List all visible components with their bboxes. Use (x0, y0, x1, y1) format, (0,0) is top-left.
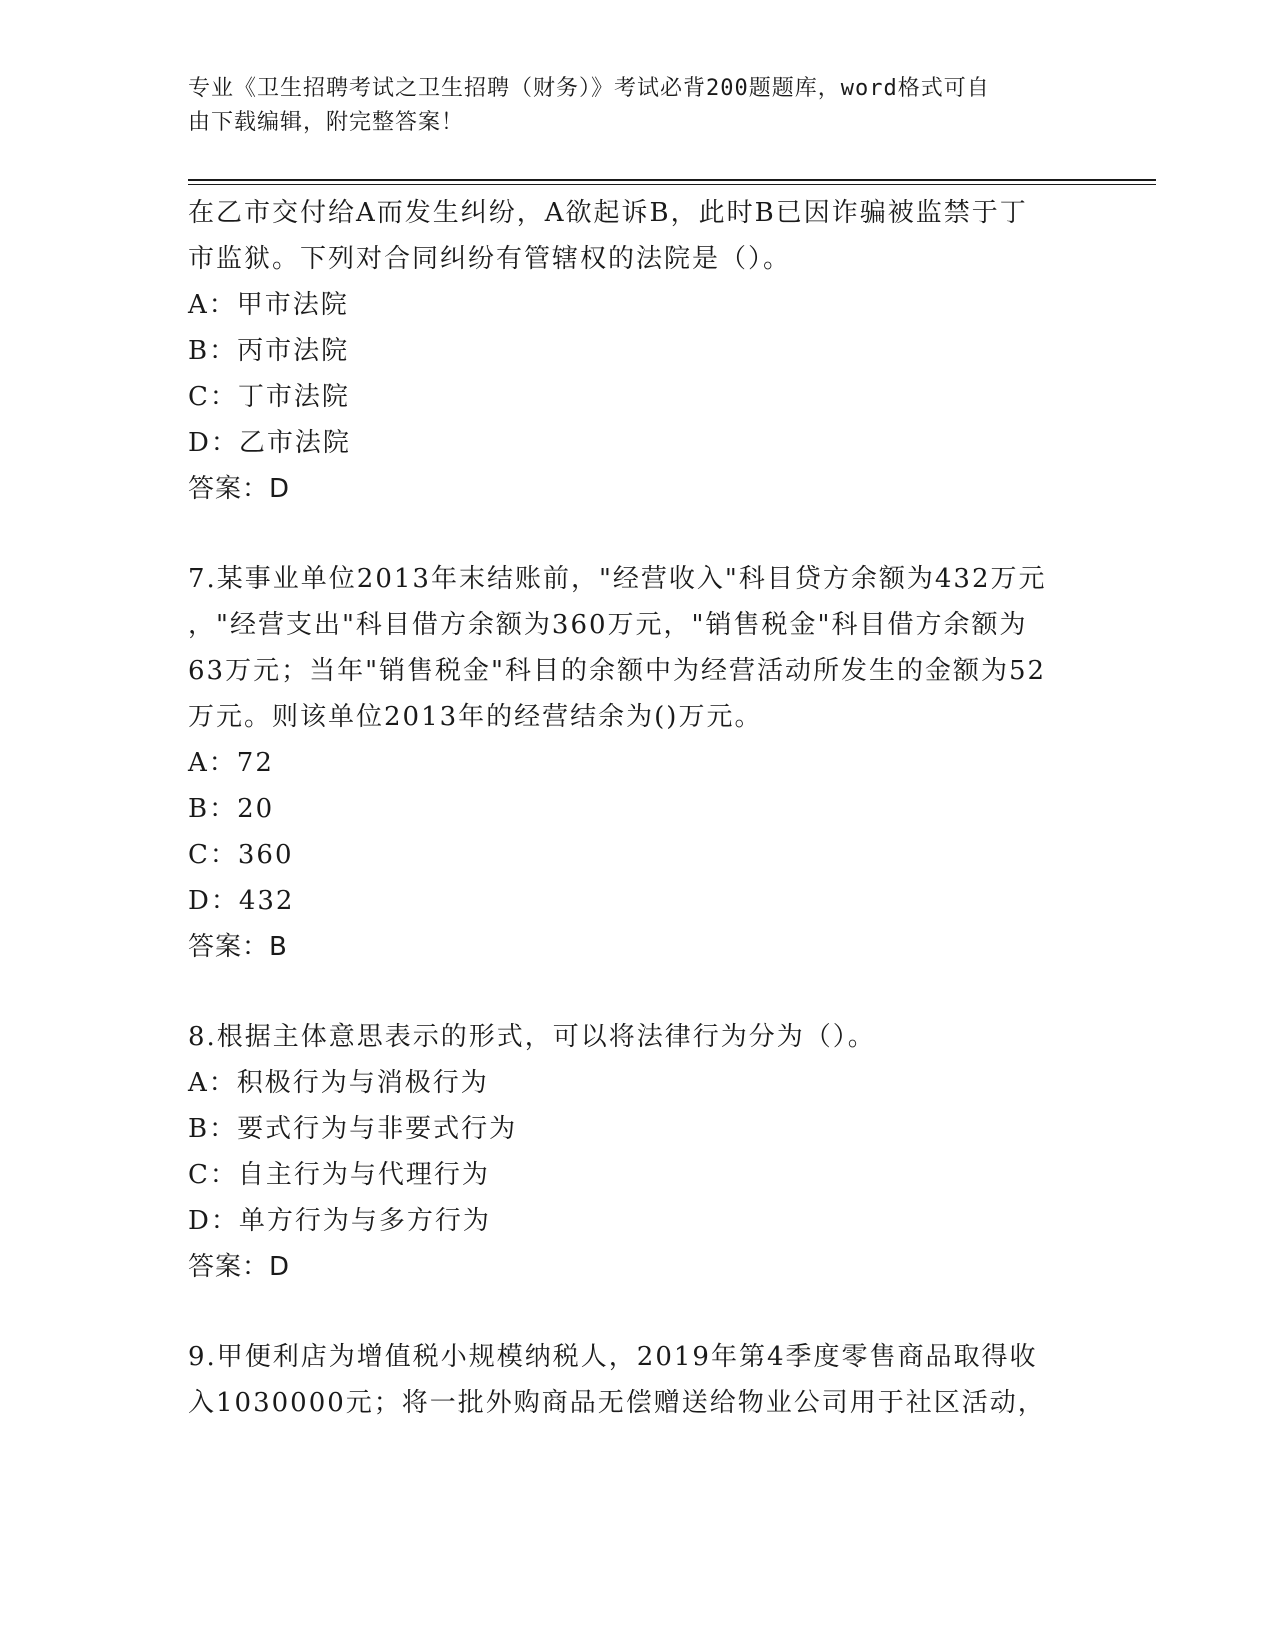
option-a: A：甲市法院 (188, 290, 349, 320)
answer-label: 答案：B (188, 932, 288, 962)
question-text-line: 8.根据主体意思表示的形式，可以将法律行为分为（）。 (188, 1022, 876, 1052)
option-b: B：要式行为与非要式行为 (188, 1114, 518, 1144)
question-text-line: ，"经营支出"科目借方余额为360万元，"销售税金"科目借方余额为 (188, 610, 1028, 640)
document-header (188, 72, 1068, 140)
question-text-line: 在乙市交付给A而发生纠纷，A欲起诉B，此时B已因诈骗被监禁于丁 (188, 198, 1028, 228)
question-7 (188, 556, 1088, 970)
header-rule-thick (188, 179, 1156, 181)
option-a: A：积极行为与消极行为 (188, 1068, 489, 1098)
question-list (188, 190, 1088, 1426)
option-c: C：丁市法院 (188, 382, 350, 412)
answer-label: 答案：D (188, 1252, 291, 1282)
header-rule-thin (188, 184, 1156, 185)
question-text-line: 市监狱。下列对合同纠纷有管辖权的法院是（）。 (188, 244, 792, 274)
question-text-line: 万元。则该单位2013年的经营结余为()万元。 (188, 702, 763, 732)
question-8 (188, 1014, 1088, 1290)
option-d: D：乙市法院 (188, 428, 351, 458)
header-line-1: 专业《卫生招聘考试之卫生招聘（财务）》考试必背200题题库，word格式可自 (188, 76, 990, 101)
option-d: D：单方行为与多方行为 (188, 1206, 491, 1236)
option-d: D：432 (188, 886, 295, 916)
question-9 (188, 1334, 1088, 1426)
question-6 (188, 190, 1088, 512)
option-c: C：360 (188, 840, 294, 870)
option-a: A：72 (188, 748, 274, 778)
option-b: B：丙市法院 (188, 336, 350, 366)
answer-label: 答案：D (188, 474, 291, 504)
question-text-line: 9.甲便利店为增值税小规模纳税人，2019年第4季度零售商品取得收 (188, 1342, 1038, 1372)
question-text-line: 7.某事业单位2013年末结账前，"经营收入"科目贷方余额为432万元 (188, 564, 1047, 594)
option-b: B：20 (188, 794, 275, 824)
question-text-line: 入1030000元；将一批外购商品无偿赠送给物业公司用于社区活动， (188, 1388, 1046, 1418)
header-line-2: 由下载编辑，附完整答案！ (188, 110, 465, 135)
option-c: C：自主行为与代理行为 (188, 1160, 490, 1190)
question-text-line: 63万元；当年"销售税金"科目的余额中为经营活动所发生的金额为52 (188, 656, 1047, 686)
